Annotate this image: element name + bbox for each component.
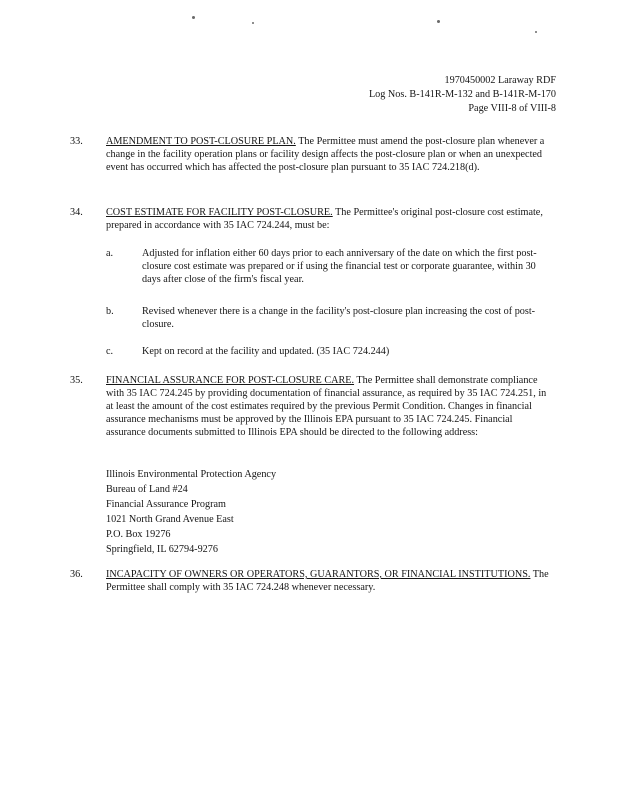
scan-speck bbox=[192, 16, 195, 19]
section-body bbox=[106, 374, 550, 439]
list-item-text: Kept on record at the facility and updated. (35 IAC 724.244) bbox=[142, 346, 390, 357]
list-item-34b bbox=[70, 305, 550, 331]
header-page-number: Page VIII-8 of VIII-8 bbox=[468, 103, 556, 114]
section-text: The Permittee shall demonstrate compliance with 35 IAC 724.245 by providing documentation of financial assurance, as required by 35 IAC 724.251, in at least the amount of the cost estimates required by the previous Permit Condition. Changes in financial assurance mechanisms must be approved by the Illinois EPA pursuant to 35 IAC 724.245. Financial assurance documents submitted to Illinois EPA should be directed to the following address: bbox=[106, 375, 547, 438]
list-item-letter: a. bbox=[106, 248, 114, 259]
section-number: 33. bbox=[70, 136, 83, 147]
section-heading: AMENDMENT TO POST-CLOSURE PLAN. bbox=[106, 136, 296, 147]
section-36 bbox=[70, 568, 550, 594]
list-item-letter: c. bbox=[106, 346, 114, 357]
section-heading: COST ESTIMATE FOR FACILITY POST-CLOSURE. bbox=[106, 207, 333, 218]
scan-speck bbox=[437, 20, 440, 23]
section-body bbox=[106, 135, 550, 174]
list-item-letter: b. bbox=[106, 306, 114, 317]
address-line: Financial Assurance Program bbox=[106, 499, 226, 510]
section-33 bbox=[70, 135, 550, 174]
section-text: The Permittee's original post-closure cost estimate, prepared in accordance with 35 IAC 724.244, must be: bbox=[106, 207, 543, 231]
list-item-34a bbox=[70, 247, 550, 286]
section-34 bbox=[70, 206, 550, 232]
section-body bbox=[106, 568, 550, 594]
scan-speck bbox=[535, 31, 537, 33]
address-line: Springfield, IL 62794-9276 bbox=[106, 544, 218, 555]
section-body bbox=[106, 206, 550, 232]
address-line: 1021 North Grand Avenue East bbox=[106, 514, 234, 525]
address-line: Bureau of Land #24 bbox=[106, 484, 188, 495]
section-number: 34. bbox=[70, 207, 83, 218]
list-item-text: Adjusted for inflation either 60 days prior to each anniversary of the date on which the first post-closure cost estimate was prepared or if using the financial test or corporate guarantee, within 30 days after close of the firm's fiscal year. bbox=[142, 248, 537, 285]
list-item-text: Revised whenever there is a change in the facility's post-closure plan increasing the cost of post-closure. bbox=[142, 306, 536, 330]
header-log-numbers: Log Nos. B-141R-M-132 and B-141R-M-170 bbox=[368, 89, 556, 100]
address-line: Illinois Environmental Protection Agency bbox=[106, 469, 277, 480]
section-heading: FINANCIAL ASSURANCE FOR POST-CLOSURE CARE. bbox=[106, 375, 355, 386]
section-35 bbox=[70, 374, 550, 439]
section-text: The Permittee must amend the post-closure plan whenever a change in the facility operation plans or facility design affects the post-closure plan or when an unexpected event has occurred which has affected the post-closure plan pursuant to 35 IAC 724.218(d). bbox=[106, 136, 545, 173]
mailing-address bbox=[70, 467, 550, 557]
list-item-34c bbox=[70, 345, 550, 358]
section-heading: INCAPACITY OF OWNERS OR OPERATORS, GUARANTORS, OR FINANCIAL INSTITUTIONS. bbox=[106, 569, 531, 580]
page-header bbox=[369, 74, 556, 116]
section-text: The Permittee shall comply with 35 IAC 724.248 whenever necessary. bbox=[106, 569, 549, 593]
section-number: 36. bbox=[70, 569, 83, 580]
scan-speck bbox=[252, 22, 254, 24]
header-facility-id: 1970450002 Laraway RDF bbox=[444, 75, 556, 86]
address-line: P.O. Box 19276 bbox=[106, 529, 171, 540]
section-number: 35. bbox=[70, 375, 83, 386]
